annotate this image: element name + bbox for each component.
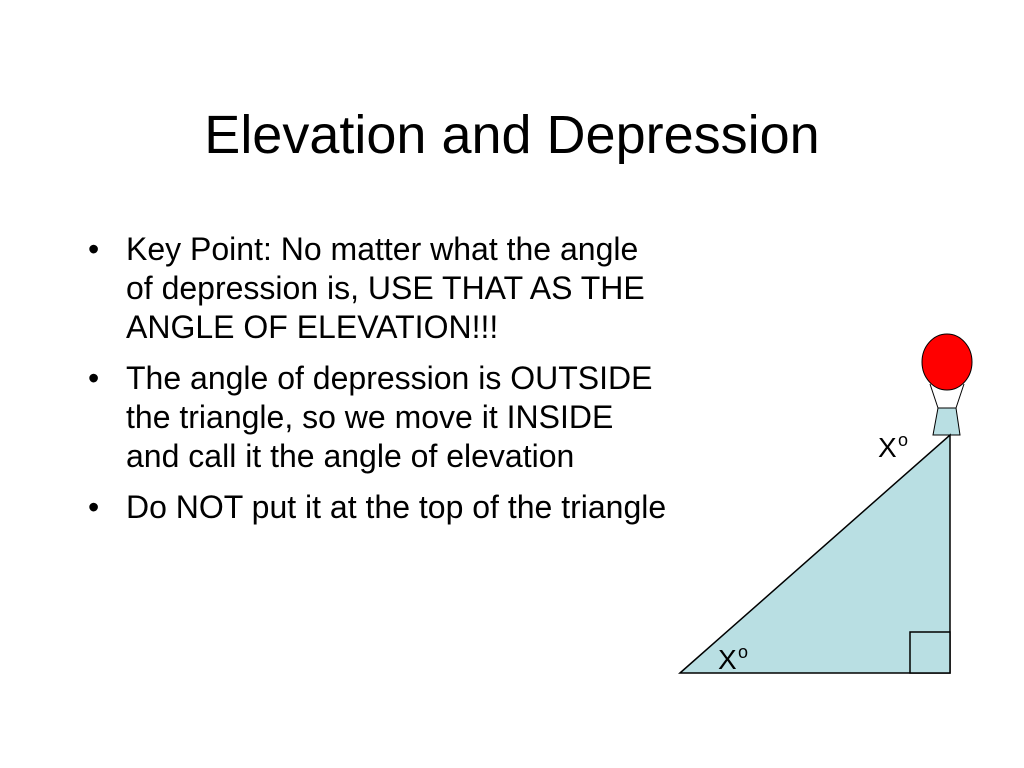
elevation-diagram [660, 320, 980, 680]
bullet-text-line: and call it the angle of elevation [126, 438, 575, 474]
bullet-text-line: the triangle, so we move it INSIDE [126, 399, 614, 435]
bullet-marker: • [88, 360, 100, 396]
angle-variable: X [878, 432, 897, 463]
degree-symbol: o [738, 642, 749, 662]
bullet-text-line: The angle of depression is OUTSIDE [126, 360, 653, 396]
slide-title: Elevation and Depression [204, 105, 820, 165]
bullet-text-line: of depression is, USE THAT AS THE [126, 270, 645, 306]
right-angle-marker [910, 632, 950, 673]
top-angle-label [878, 430, 908, 463]
balloon-basket [933, 408, 960, 435]
bullet-text-line: ANGLE OF ELEVATION!!! [126, 309, 499, 345]
bullet-marker: • [88, 231, 100, 267]
balloon-envelope [922, 334, 972, 390]
bullet-text-line: Key Point: No matter what the angle [126, 231, 639, 267]
bullet-text-line: Do NOT put it at the top of the triangle [126, 489, 667, 525]
angle-variable: X [718, 644, 737, 675]
hot-air-balloon-icon [922, 334, 972, 435]
degree-symbol: o [898, 430, 909, 450]
bullet-marker: • [88, 489, 100, 525]
